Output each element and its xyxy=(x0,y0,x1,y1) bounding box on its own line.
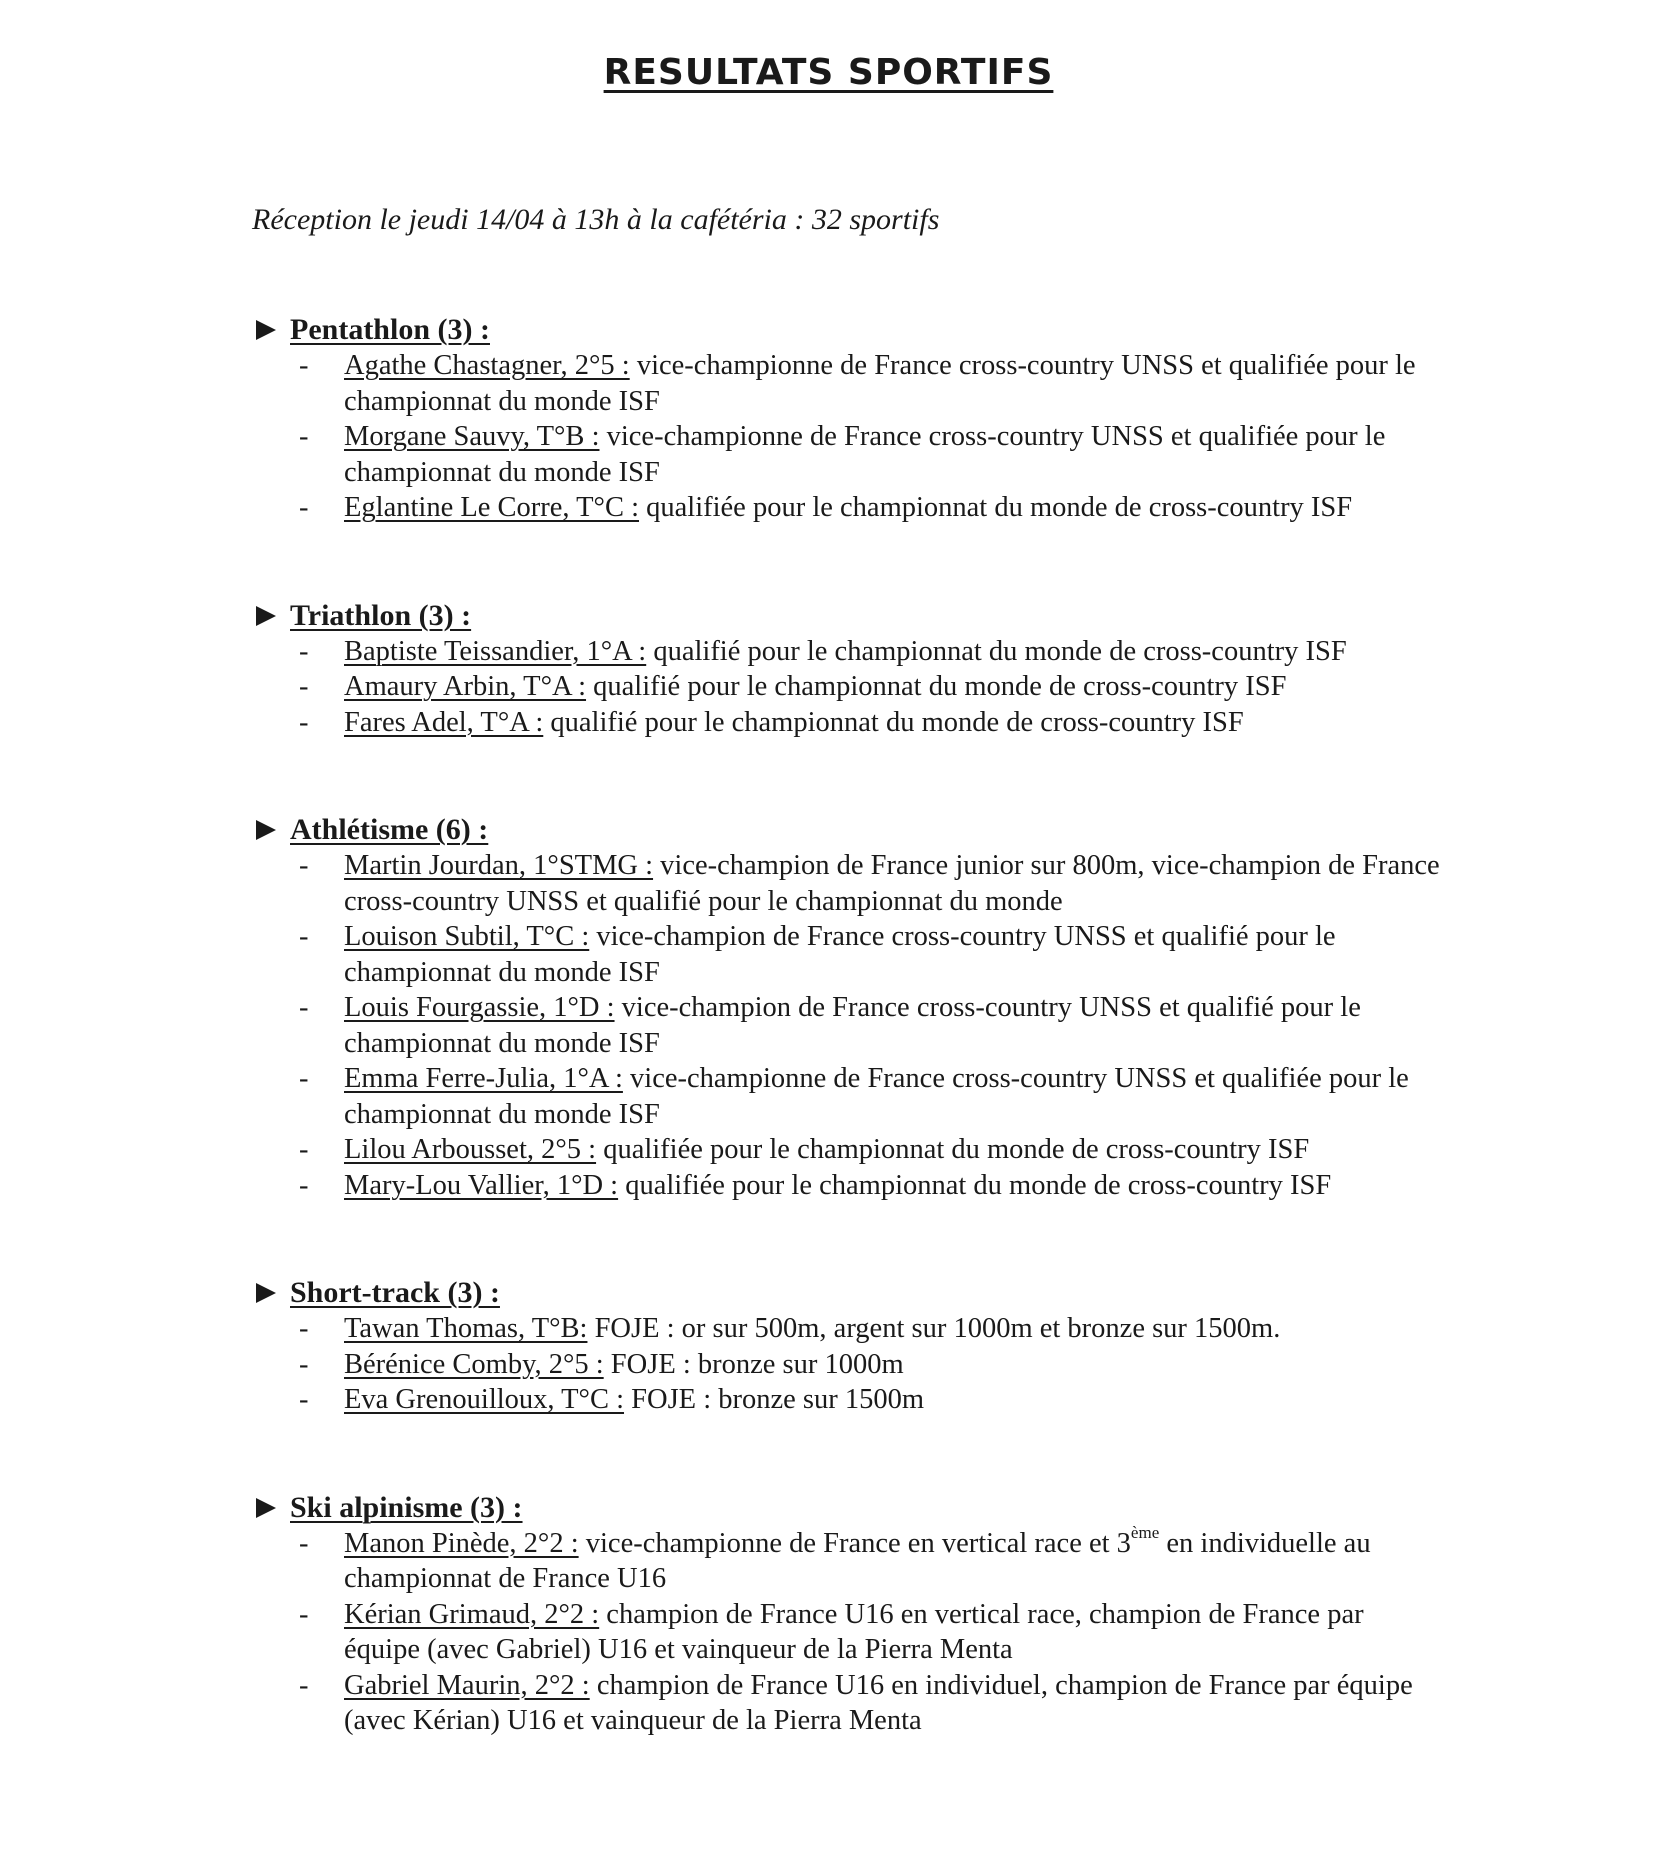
result-entry xyxy=(252,1522,1442,1597)
athlete-name: Louis Fourgassie, 1°D : xyxy=(344,992,615,1023)
result-text: vice-champion de France junior sur 800m, vice-champion de France cross-country UNSS et qualifié pour le championnat du monde xyxy=(344,850,1440,917)
result-text: champion de France U16 en vertical race, champion de France par équipe (avec Gabriel) U16 et vainqueur de la Pierra Menta xyxy=(344,1598,1364,1665)
result-text: vice-championne de France en vertical race et 3 xyxy=(578,1527,1131,1559)
dash-bullet: - xyxy=(299,671,309,702)
section-heading xyxy=(252,1490,1442,1526)
result-text: qualifié pour le championnat du monde de cross-country ISF xyxy=(646,635,1347,667)
result-entry xyxy=(252,419,1442,490)
result-entry xyxy=(252,1132,1442,1168)
result-list xyxy=(252,848,1442,1203)
athlete-name: Mary-Lou Vallier, 1°D : xyxy=(344,1169,619,1201)
result-entry xyxy=(252,348,1442,419)
result-entry xyxy=(252,1347,1442,1383)
dash-bullet: - xyxy=(299,1134,309,1165)
section-heading xyxy=(252,312,1442,348)
section-title: Pentathlon (3) : xyxy=(290,313,490,346)
result-text-continued: en individuelle au championnat de France U16 xyxy=(344,1527,1371,1594)
dash-bullet: - xyxy=(299,1598,309,1630)
athlete-name: Bérénice Comby, 2°5 : xyxy=(344,1348,604,1380)
section-title: Athlétisme (6) : xyxy=(290,813,489,846)
result-text: FOJE : bronze sur 1500m xyxy=(624,1384,925,1415)
section-title: Ski alpinisme (3) : xyxy=(290,1490,523,1524)
result-text: qualifiée pour le championnat du monde de cross-country ISF xyxy=(596,1134,1310,1165)
reception-note: Réception le jeudi 14/04 à 13h à la cafétéria : 32 sportifs xyxy=(252,203,940,236)
triangle-bullet-icon xyxy=(256,1498,276,1518)
result-entry xyxy=(252,1311,1442,1347)
result-entry xyxy=(252,1382,1442,1418)
athlete-name: Agathe Chastagner, 2°5 : xyxy=(344,350,630,381)
result-text: qualifié pour le championnat du monde de cross-country ISF xyxy=(586,671,1287,702)
section-heading xyxy=(252,1275,1442,1311)
result-entry xyxy=(252,1597,1442,1668)
athlete-name: Amaury Arbin, T°A : xyxy=(344,671,587,702)
section-heading xyxy=(252,598,1442,634)
section-triathlon xyxy=(252,598,1442,741)
dash-bullet: - xyxy=(299,350,309,381)
result-list xyxy=(252,1522,1442,1739)
section-heading xyxy=(252,812,1442,848)
result-entry xyxy=(252,634,1442,670)
dash-bullet: - xyxy=(299,635,309,667)
result-text: vice-champion de France cross-country UNSS et qualifié pour le championnat du monde ISF xyxy=(344,921,1336,988)
triangle-bullet-icon xyxy=(256,606,276,626)
result-text: qualifié pour le championnat du monde de cross-country ISF xyxy=(543,706,1244,738)
section-title: Triathlon (3) : xyxy=(290,598,472,632)
result-text: champion de France U16 en individuel, champion de France par équipe (avec Kérian) U16 et vainqueur de la Pierra Menta xyxy=(344,1669,1413,1736)
athlete-name: Kérian Grimaud, 2°2 : xyxy=(344,1598,600,1630)
dash-bullet: - xyxy=(299,992,309,1023)
triangle-bullet-icon xyxy=(256,1283,276,1303)
result-entry xyxy=(252,669,1442,705)
result-entry xyxy=(252,705,1442,741)
athlete-name: Lilou Arbousset, 2°5 : xyxy=(344,1134,597,1165)
result-text: FOJE : bronze sur 1000m xyxy=(603,1348,904,1380)
dash-bullet: - xyxy=(299,706,309,738)
athlete-name: Martin Jourdan, 1°STMG : xyxy=(344,850,654,881)
athlete-name: Baptiste Teissandier, 1°A : xyxy=(344,635,647,667)
result-entry xyxy=(252,919,1442,990)
triangle-bullet-icon xyxy=(256,820,276,840)
section-title: Short-track (3) : xyxy=(290,1276,500,1309)
result-text: vice-championne de France cross-country UNSS et qualifiée pour le championnat du monde ISF xyxy=(344,350,1416,417)
result-text: FOJE : or sur 500m, argent sur 1000m et bronze sur 1500m. xyxy=(587,1313,1281,1344)
athlete-name: Emma Ferre-Julia, 1°A : xyxy=(344,1063,623,1094)
result-entry xyxy=(252,490,1442,526)
section-short-track xyxy=(252,1275,1442,1418)
dash-bullet: - xyxy=(299,1527,309,1559)
athlete-name: Morgane Sauvy, T°B : xyxy=(344,421,600,452)
section-ski-alpinisme xyxy=(252,1490,1442,1739)
athlete-name: Manon Pinède, 2°2 : xyxy=(344,1527,579,1559)
section-pentathlon xyxy=(252,312,1442,526)
result-list xyxy=(252,348,1442,526)
result-entry xyxy=(252,1168,1442,1204)
document-title: RESULTATS SPORTIFS xyxy=(603,52,1054,93)
dash-bullet: - xyxy=(299,1669,309,1701)
athlete-name: Fares Adel, T°A : xyxy=(344,706,544,738)
dash-bullet: - xyxy=(299,1384,309,1415)
result-list xyxy=(252,1311,1442,1418)
result-text: vice-champion de France cross-country UNSS et qualifié pour le championnat du monde ISF xyxy=(344,992,1361,1059)
result-text: qualifiée pour le championnat du monde de cross-country ISF xyxy=(639,492,1353,523)
result-text: vice-championne de France cross-country UNSS et qualifiée pour le championnat du monde ISF xyxy=(344,421,1386,488)
result-list xyxy=(252,634,1442,741)
result-text: qualifiée pour le championnat du monde de cross-country ISF xyxy=(618,1169,1332,1201)
result-entry xyxy=(252,1668,1442,1739)
dash-bullet: - xyxy=(299,421,309,452)
dash-bullet: - xyxy=(299,1348,309,1380)
triangle-bullet-icon xyxy=(256,320,276,340)
dash-bullet: - xyxy=(299,850,309,881)
dash-bullet: - xyxy=(299,492,309,523)
athlete-name: Gabriel Maurin, 2°2 : xyxy=(344,1669,590,1701)
ordinal-superscript: ème xyxy=(1130,1522,1160,1542)
dash-bullet: - xyxy=(299,921,309,952)
result-entry xyxy=(252,1061,1442,1132)
dash-bullet: - xyxy=(299,1169,309,1201)
result-entry xyxy=(252,848,1442,919)
section-athletisme xyxy=(252,812,1442,1203)
athlete-name: Eglantine Le Corre, T°C : xyxy=(344,492,640,523)
results-content xyxy=(252,312,1442,1739)
athlete-name: Eva Grenouilloux, T°C : xyxy=(344,1384,625,1415)
dash-bullet: - xyxy=(299,1313,309,1344)
result-entry xyxy=(252,990,1442,1061)
result-text: vice-championne de France cross-country UNSS et qualifiée pour le championnat du monde ISF xyxy=(344,1063,1409,1130)
dash-bullet: - xyxy=(299,1063,309,1094)
athlete-name: Tawan Thomas, T°B: xyxy=(344,1313,588,1344)
athlete-name: Louison Subtil, T°C : xyxy=(344,921,590,952)
